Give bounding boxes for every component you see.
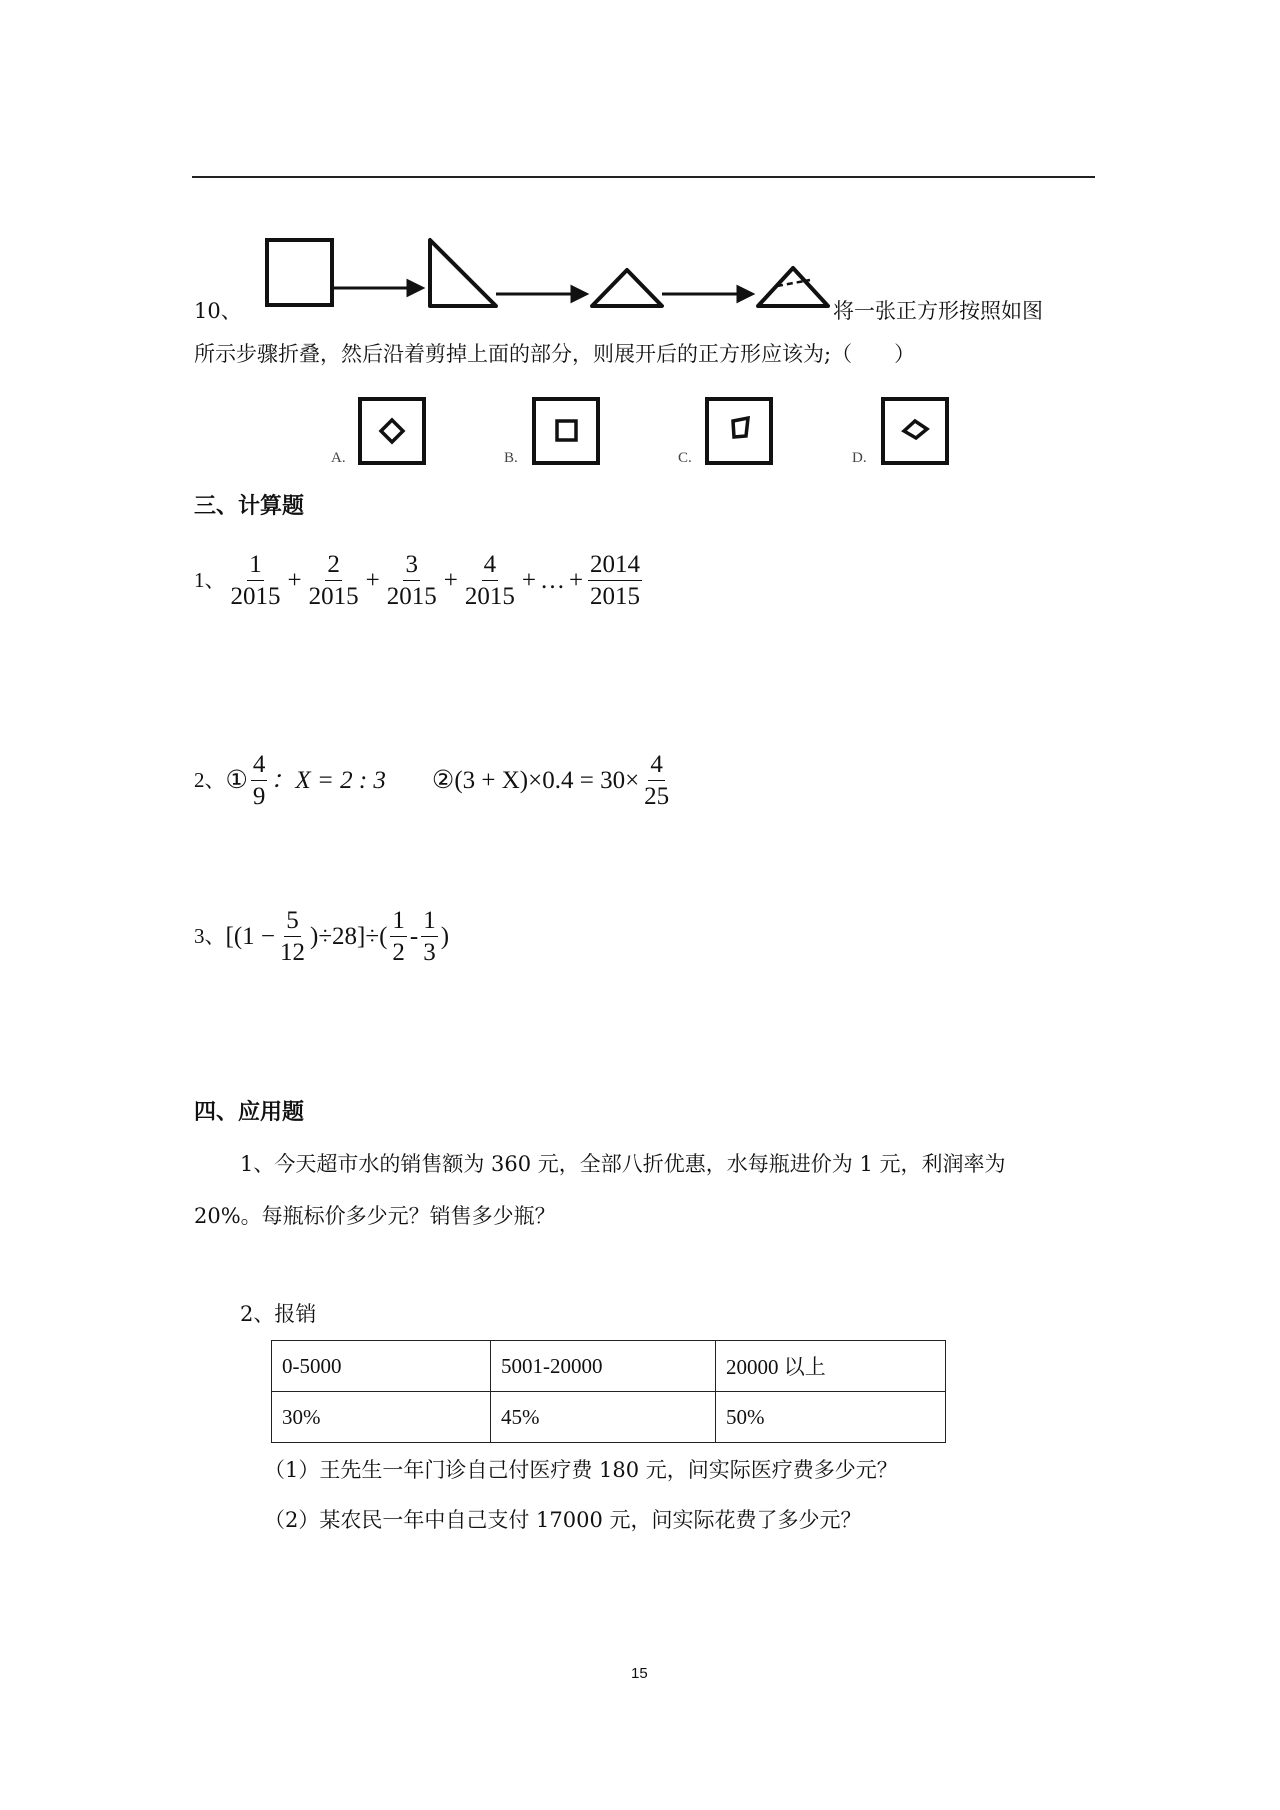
table-cell: 0-5000 bbox=[272, 1341, 491, 1392]
table-cell: 20000 以上 bbox=[716, 1341, 946, 1392]
plus-sign: + bbox=[521, 567, 536, 594]
section4-heading: 四、应用题 bbox=[194, 1100, 305, 1125]
calc-problem-1 bbox=[194, 552, 645, 609]
table-cell: 5001-20000 bbox=[491, 1341, 716, 1392]
ellipsis: … bbox=[539, 567, 565, 594]
fraction: $\frac{3}{2015}$ bbox=[386, 551, 437, 610]
square-shape bbox=[267, 240, 332, 305]
problem-number: 1、 bbox=[194, 568, 226, 592]
circled-one: ① bbox=[225, 767, 248, 794]
circled-two: ② bbox=[431, 767, 455, 794]
app-problem-2-sub2: （2）某农民一年中自己支付 17000 元，问实际花费了多少元？ bbox=[264, 1508, 862, 1532]
calc-problem-2 bbox=[194, 752, 674, 809]
expr-mid: )÷28]÷( bbox=[310, 923, 388, 950]
app-problem-1-line1: 1、今天超市水的销售额为 360 元，全部八折优惠，水每瓶进价为 1 元，利润率为 bbox=[240, 1152, 1006, 1176]
option-d-figure bbox=[880, 396, 950, 466]
option-b-label: B. bbox=[504, 450, 518, 466]
header-rule bbox=[192, 176, 1095, 178]
table-row bbox=[272, 1341, 946, 1392]
expr-open: [(1 − bbox=[225, 923, 275, 950]
triangle-shape bbox=[592, 270, 662, 306]
plus-sign: + bbox=[443, 567, 458, 594]
equation-part2: (3 + X)×0.4 = 30× bbox=[454, 767, 640, 794]
plus-sign: + bbox=[287, 567, 302, 594]
q10-number: 10、 bbox=[194, 299, 242, 323]
table-row bbox=[272, 1392, 946, 1443]
app-problem-2-title: 2、报销 bbox=[240, 1302, 317, 1326]
arrow-icon bbox=[662, 287, 752, 301]
q10-text-line1: 将一张正方形按照如图 bbox=[833, 299, 1043, 323]
app-problem-2-sub1: （1）王先生一年门诊自己付医疗费 180 元，问实际医疗费多少元？ bbox=[264, 1458, 898, 1482]
minus-sign: - bbox=[409, 923, 419, 950]
problem-number: 2、 bbox=[194, 768, 226, 792]
option-d-label: D. bbox=[852, 450, 867, 466]
fraction: $\frac{1}{2}$ bbox=[392, 907, 405, 966]
fraction: $\frac{2014}{2015}$ bbox=[590, 551, 641, 610]
table-cell: 45% bbox=[491, 1392, 716, 1443]
right-triangle-shape bbox=[430, 240, 496, 306]
calc-problem-3 bbox=[194, 908, 449, 965]
plus-sign: + bbox=[365, 567, 380, 594]
table-cell: 50% bbox=[716, 1392, 946, 1443]
option-b-figure bbox=[531, 396, 601, 466]
expr-close: ) bbox=[440, 923, 450, 950]
folding-steps-diagram bbox=[262, 228, 832, 312]
option-c-label: C. bbox=[678, 450, 692, 466]
plus-sign: + bbox=[568, 567, 584, 594]
option-a-label: A. bbox=[331, 450, 346, 466]
problem-number: 3、 bbox=[194, 924, 226, 948]
equation-part1: ：X = 2 : 3 bbox=[270, 767, 386, 794]
arrow-icon bbox=[332, 281, 422, 295]
app-problem-1-line2: 20%。每瓶标价多少元？销售多少瓶？ bbox=[194, 1204, 556, 1228]
fraction: $\frac{1}{3}$ bbox=[423, 907, 436, 966]
option-a-figure bbox=[357, 396, 427, 466]
reimbursement-table bbox=[271, 1340, 946, 1443]
fraction: $\frac{2}{2015}$ bbox=[308, 551, 359, 610]
option-c-figure bbox=[704, 396, 774, 466]
fraction: $\frac{4}{9}$ bbox=[252, 751, 266, 810]
q10-text-line2: 所示步骤折叠，然后沿着剪掉上面的部分，则展开后的正方形应该为;（ ） bbox=[194, 342, 916, 366]
small-triangle-cut-shape bbox=[758, 268, 828, 306]
section3-heading: 三、计算题 bbox=[194, 494, 305, 519]
table-cell: 30% bbox=[272, 1392, 491, 1443]
fraction: $\frac{4}{25}$ bbox=[644, 751, 670, 810]
arrow-icon bbox=[496, 287, 586, 301]
fraction: $\frac{1}{2015}$ bbox=[230, 551, 281, 610]
fraction: $\frac{5}{12}$ bbox=[280, 907, 305, 966]
fraction: $\frac{4}{2015}$ bbox=[464, 551, 515, 610]
page-number: 15 bbox=[631, 1665, 648, 1682]
